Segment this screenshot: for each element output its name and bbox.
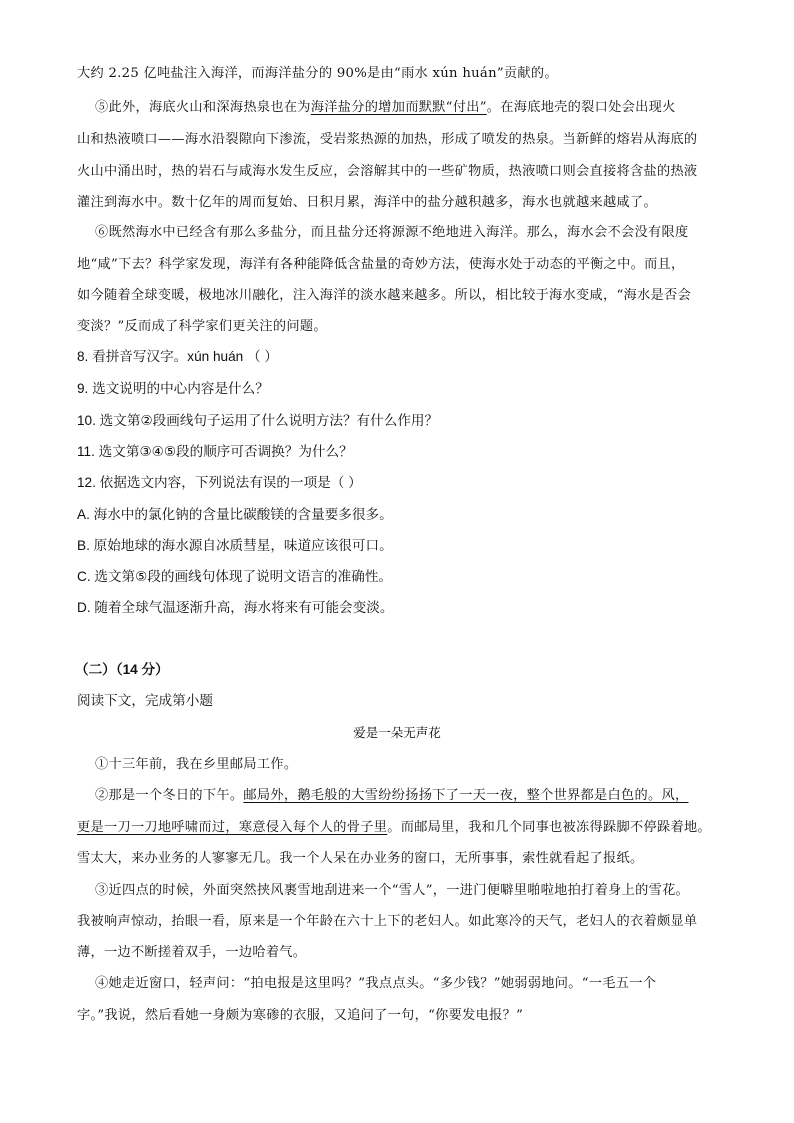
paragraph-6-line-1: ⑥既然海水中已经含有那么多盐分，而且盐分还将源源不绝地进入海洋。那么，海水会不会没有限度 [95, 225, 689, 240]
paragraph-5-text: ⑤此外，海底火山和深海热泉也在为 [95, 100, 311, 115]
option-d: D. 随着全球气温逐渐升高，海水将来有可能会变淡。 [77, 600, 394, 615]
paragraph-5-text-cont: 。在海底地壳的裂口处会出现火 [486, 100, 676, 115]
section-header: （二）（14 分） [75, 662, 169, 677]
article-paragraph-1: ①十三年前，我在乡里邮局工作。 [95, 757, 298, 772]
question-12: 12. 依据选文内容，下列说法有误的一项是（ ） [77, 475, 362, 490]
underlined-sentence: 海洋盐分的增加而默默“付出” [310, 100, 487, 115]
option-b: B. 原始地球的海水源自冰质彗星，味道应该很可口。 [77, 538, 393, 553]
article-paragraph-4-line-1: ④她走近窗口，轻声问：“拍电报是这里吗？”我点点头。“多少钱？”她弱弱地问。“一毛五一个 [95, 976, 657, 991]
question-9: 9. 选文说明的中心内容是什么？ [77, 381, 269, 396]
paragraph-5-line-4: 灌注到海水中。数十亿年的周而复始、日积月累，海洋中的盐分越积越多，海水也就越来越咸了。 [77, 195, 657, 210]
article-paragraph-3-line-1: ③近四点的时候，外面突然挟风裹雪地刮进来一个“雪人”，一进门便噼里啪啦地拍打着身上的雪花。 [95, 883, 690, 898]
paragraph-5-line-1 [95, 99, 676, 117]
article-paragraph-2-line-3: 雪太大，来办业务的人寥寥无几。我一个人呆在办业务的窗口，无所事事，索性就看起了报纸。 [77, 851, 644, 866]
reading-instruction: 阅读下文，完成第小题 [77, 693, 213, 708]
article-paragraph-2-line-2 [77, 819, 711, 837]
paragraph-6-line-3: 如今随着全球变暖，极地冰川融化，注入海洋的淡水越来越多。所以，相比较于海水变咸，“海水是否会 [77, 288, 691, 303]
article-paragraph-2-text: ②那是一个冬日的下午。 [95, 788, 244, 803]
option-a: A. 海水中的氯化钠的含量比碳酸镁的含量要多很多。 [77, 507, 393, 522]
article-paragraph-4-line-2: 字。”我说，然后看她一身颇为寒碜的衣服，又追问了一句，“你要发电报？” [77, 1008, 524, 1023]
option-c: C. 选文第⑤段的画线句体现了说明文语言的准确性。 [77, 569, 393, 584]
article-paragraph-3-line-3: 薄，一边不断搓着双手，一边哈着气。 [77, 945, 307, 960]
paragraph-5-line-3: 火山中涌出时，热的岩石与咸海水发生反应，会溶解其中的一些矿物质，热液喷口则会直接将含盐的热液 [77, 164, 698, 179]
underlined-sentence-cont: 更是一刀一刀地呼啸而过，寒意侵入每个人的骨子里 [77, 820, 388, 835]
paragraph-6-line-2: 地“咸”下去？科学家发现，海洋有各种能降低含盐量的奇妙方法，使海水处于动态的平衡之中。而且， [77, 257, 685, 272]
article-paragraph-3-line-2: 我被响声惊动，抬眼一看，原来是一个年龄在六十上下的老妇人。如此寒冷的天气，老妇人的衣着颇显单 [77, 914, 698, 929]
paragraph-5-line-2: 山和热液喷口——海水沿裂隙向下渗流，受岩浆热源的加热，形成了喷发的热泉。当新鲜的熔岩从海底的 [77, 132, 698, 147]
question-8: 8. 看拼音写汉字。xún huán （ ） [77, 349, 278, 364]
paragraph-6-line-4: 变淡？”反而成了科学家们更关注的问题。 [77, 319, 327, 334]
question-10: 10. 选文第②段画线句子运用了什么说明方法？有什么作用？ [77, 413, 439, 428]
underlined-sentence: 邮局外，鹅毛般的大雪纷纷扬扬下了一天一夜，整个世界都是白色的。风， [243, 788, 689, 803]
article-title: 爱是一朵无声花 [353, 725, 441, 740]
passage-line-1: 大约 2.25 亿吨盐注入海洋，而海洋盐分的 90%是由“雨水 xún huán”贡献的。 [77, 66, 558, 81]
article-paragraph-2-text-cont: 。而邮局里，我和几个同事也被冻得跺脚不停跺着地。 [387, 820, 711, 835]
article-paragraph-2-line-1 [95, 787, 688, 805]
question-11: 11. 选文第③④⑤段的顺序可否调换？为什么？ [77, 444, 353, 459]
